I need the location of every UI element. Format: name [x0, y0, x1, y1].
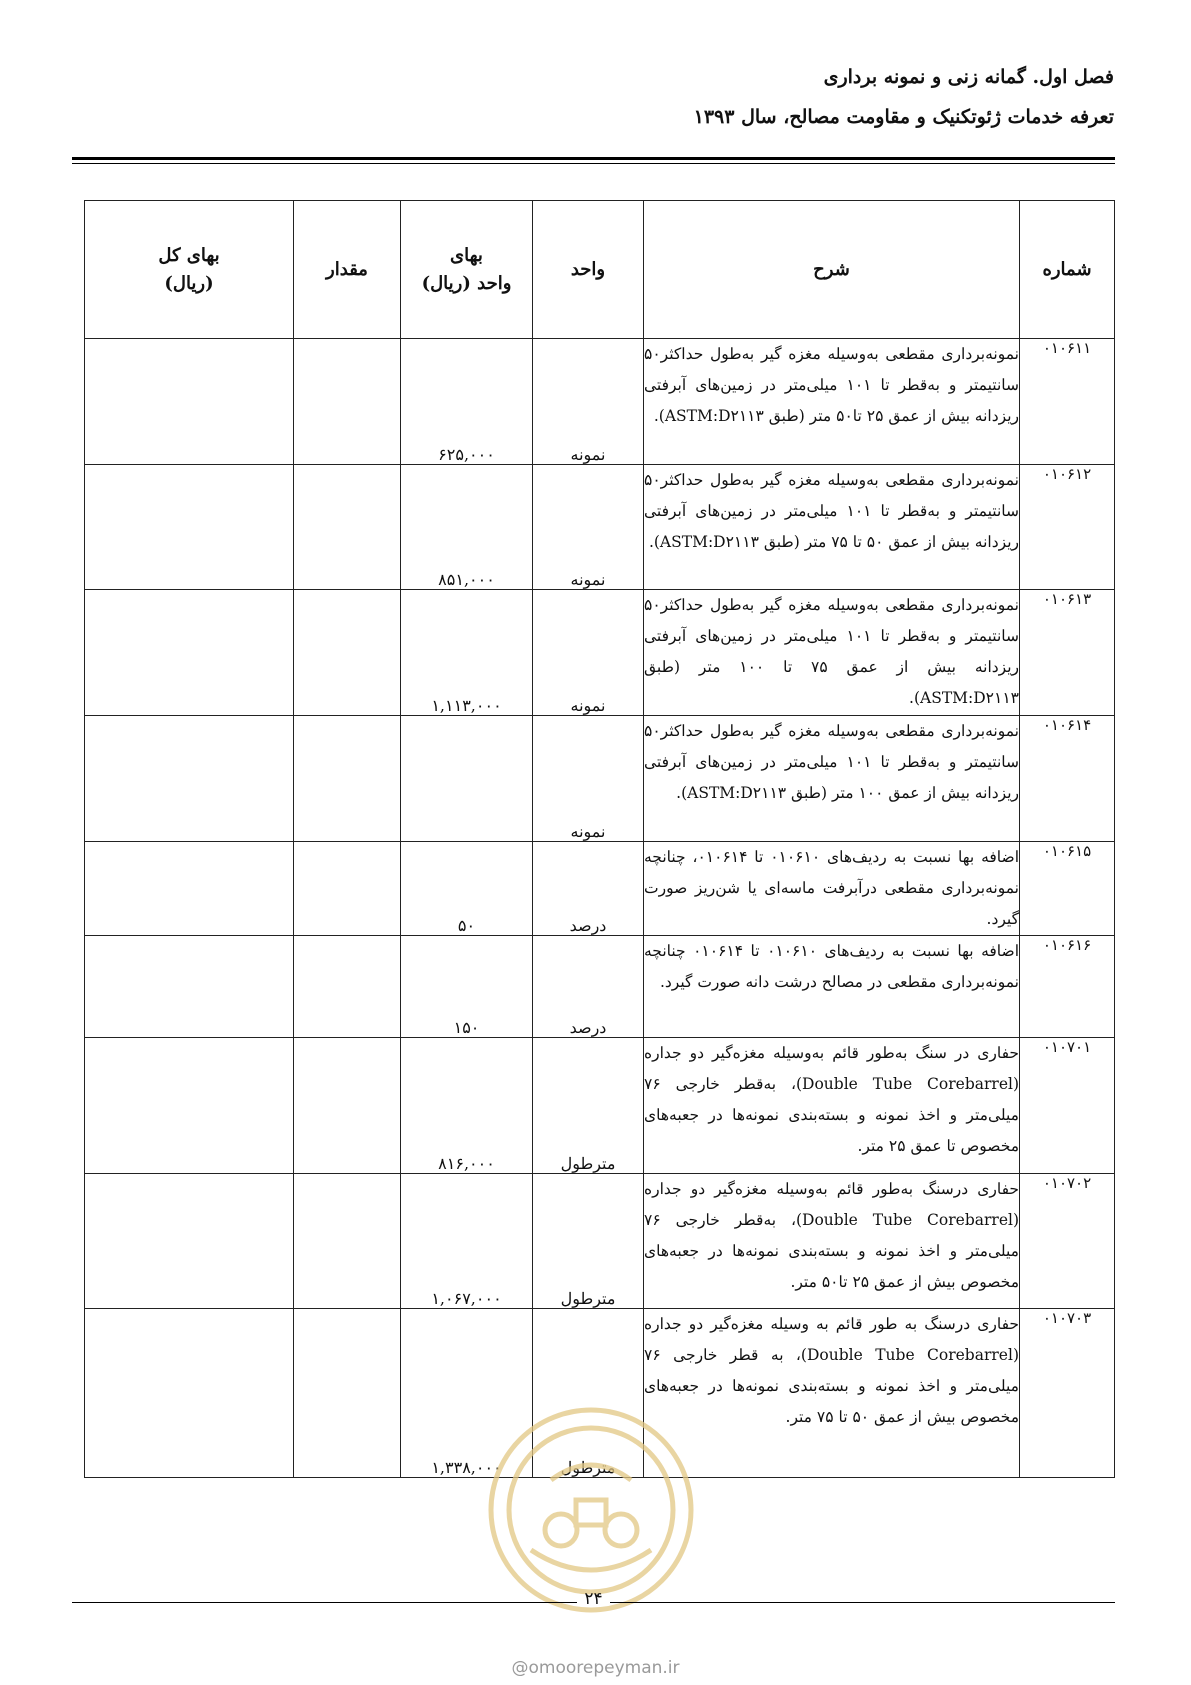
row-quantity — [294, 716, 401, 842]
row-unit-price: ۱۵۰ — [401, 936, 533, 1038]
row-description: اضافه بها نسبت به ردیف‌های ۰۱۰۶۱۰ تا ۰۱۰۶۱۴ چنانچه نمونه‌برداری مقطعی در مصالح درشت دانه صورت گیرد. — [644, 936, 1020, 1038]
row-quantity — [294, 936, 401, 1038]
row-total — [85, 339, 294, 465]
table-row — [85, 1174, 1115, 1309]
page-number: ۲۴ — [584, 1589, 603, 1609]
header-total-price: بهای کل (ریال) — [85, 201, 294, 339]
row-total — [85, 1038, 294, 1174]
header-unit: واحد — [533, 201, 644, 339]
row-code: ۰۱۰۶۱۵ — [1020, 842, 1115, 936]
row-quantity — [294, 339, 401, 465]
row-code: ۰۱۰۷۰۱ — [1020, 1038, 1115, 1174]
row-unit: مترطول — [533, 1174, 644, 1309]
row-quantity — [294, 842, 401, 936]
header-description: شرح — [644, 201, 1020, 339]
row-code: ۰۱۰۶۱۲ — [1020, 465, 1115, 590]
row-unit: درصد — [533, 842, 644, 936]
footer-rule-right — [610, 1602, 1115, 1603]
row-total — [85, 842, 294, 936]
table-row — [85, 339, 1115, 465]
row-code: ۰۱۰۶۱۶ — [1020, 936, 1115, 1038]
table-row — [85, 1038, 1115, 1174]
header-unit-price: بهای واحد (ریال) — [401, 201, 533, 339]
document-title: تعرفه خدمات ژئوتکنیک و مقاومت مصالح، سال ۱۳۹۳ — [693, 106, 1114, 128]
row-unit-price: ۱,۰۶۷,۰۰۰ — [401, 1174, 533, 1309]
row-unit: نمونه — [533, 339, 644, 465]
table-row — [85, 590, 1115, 716]
row-description: حفاری درسنگ به‌طور قائم به‌وسیله مغزه‌گیر دو جداره (Double Tube Corebarrel)، به‌قطر خارجی ۷۶ میلی‌متر و اخذ نمونه و بسته‌بندی نمونه‌ها در جعبه‌های مخصوص بیش از عمق ۲۵ تا۵۰ متر. — [644, 1174, 1020, 1309]
row-total — [85, 465, 294, 590]
chapter-title: فصل اول. گمانه زنی و نمونه برداری — [823, 66, 1114, 88]
row-total — [85, 1174, 294, 1309]
source-watermark: @omoorepeyman.ir — [511, 1658, 680, 1678]
row-total — [85, 936, 294, 1038]
row-unit: مترطول — [533, 1309, 644, 1478]
table-row — [85, 716, 1115, 842]
row-quantity — [294, 465, 401, 590]
row-description: نمونه‌برداری مقطعی به‌وسیله مغزه گیر به‌طول حداکثر۵۰ سانتیمتر و به‌قطر تا ۱۰۱ میلی‌متر در زمین‌های آبرفتی ریزدانه بیش از عمق ۷۵ تا ۱۰۰ متر (طبق ASTM:D۲۱۱۳). — [644, 590, 1020, 716]
row-total — [85, 590, 294, 716]
row-unit-price: ۱,۳۳۸,۰۰۰ — [401, 1309, 533, 1478]
header-quantity: مقدار — [294, 201, 401, 339]
table-row — [85, 842, 1115, 936]
row-unit-price: ۱,۱۱۳,۰۰۰ — [401, 590, 533, 716]
row-description: نمونه‌برداری مقطعی به‌وسیله مغزه گیر به‌طول حداکثر۵۰ سانتیمتر و به‌قطر تا ۱۰۱ میلی‌متر در زمین‌های آبرفتی ریزدانه بیش از عمق ۵۰ تا ۷۵ متر (طبق ASTM:D۲۱۱۳). — [644, 465, 1020, 590]
row-quantity — [294, 590, 401, 716]
header-code: شماره — [1020, 201, 1115, 339]
row-total — [85, 716, 294, 842]
row-code: ۰۱۰۶۱۴ — [1020, 716, 1115, 842]
row-quantity — [294, 1309, 401, 1478]
row-code: ۰۱۰۷۰۲ — [1020, 1174, 1115, 1309]
row-description: اضافه بها نسبت به ردیف‌های ۰۱۰۶۱۰ تا ۰۱۰۶۱۴، چنانچه نمونه‌برداری مقطعی درآبرفت ماسه‌ای یا شن‌ریز صورت گیرد. — [644, 842, 1020, 936]
footer-rule-left — [72, 1602, 577, 1603]
row-unit-price — [401, 716, 533, 842]
table-row — [85, 936, 1115, 1038]
seal-watermark — [481, 1400, 701, 1620]
row-unit: نمونه — [533, 590, 644, 716]
row-unit: درصد — [533, 936, 644, 1038]
row-description: حفاری در سنگ به‌طور قائم به‌وسیله مغزه‌گیر دو جداره (Double Tube Corebarrel)، به‌قطر خارجی ۷۶ میلی‌متر و اخذ نمونه و بسته‌بندی نمونه‌ها در جعبه‌های مخصوص تا عمق ۲۵ متر. — [644, 1038, 1020, 1174]
table-row — [85, 465, 1115, 590]
row-quantity — [294, 1038, 401, 1174]
row-description: حفاری درسنگ به طور قائم به وسیله مغزه‌گیر دو جداره (Double Tube Corebarrel)، به قطر خارجی ۷۶ میلی‌متر و اخذ نمونه و بسته‌بندی نمونه‌ها در جعبه‌های مخصوص بیش از عمق ۵۰ تا ۷۵ متر. — [644, 1309, 1020, 1478]
row-total — [85, 1309, 294, 1478]
row-unit: مترطول — [533, 1038, 644, 1174]
tariff-table — [84, 200, 1115, 1478]
header-rule-thick — [72, 157, 1115, 160]
row-unit-price: ۸۱۶,۰۰۰ — [401, 1038, 533, 1174]
row-unit: نمونه — [533, 465, 644, 590]
row-unit-price: ۸۵۱,۰۰۰ — [401, 465, 533, 590]
row-code: ۰۱۰۷۰۳ — [1020, 1309, 1115, 1478]
row-unit-price: ۶۲۵,۰۰۰ — [401, 339, 533, 465]
row-description: نمونه‌برداری مقطعی به‌وسیله مغزه گیر به‌طول حداکثر۵۰ سانتیمتر و به‌قطر تا ۱۰۱ میلی‌متر در زمین‌های آبرفتی ریزدانه بیش از عمق ۱۰۰ متر (طبق ASTM:D۲۱۱۳). — [644, 716, 1020, 842]
table-header-row — [85, 201, 1115, 339]
row-code: ۰۱۰۶۱۳ — [1020, 590, 1115, 716]
row-description: نمونه‌برداری مقطعی به‌وسیله مغزه گیر به‌طول حداکثر۵۰ سانتیمتر و به‌قطر تا ۱۰۱ میلی‌متر در زمین‌های آبرفتی ریزدانه بیش از عمق ۲۵ تا۵۰ متر (طبق ASTM:D۲۱۱۳). — [644, 339, 1020, 465]
row-quantity — [294, 1174, 401, 1309]
row-unit: نمونه — [533, 716, 644, 842]
row-code: ۰۱۰۶۱۱ — [1020, 339, 1115, 465]
header-rule-thin — [72, 163, 1115, 164]
row-unit-price: ۵۰ — [401, 842, 533, 936]
